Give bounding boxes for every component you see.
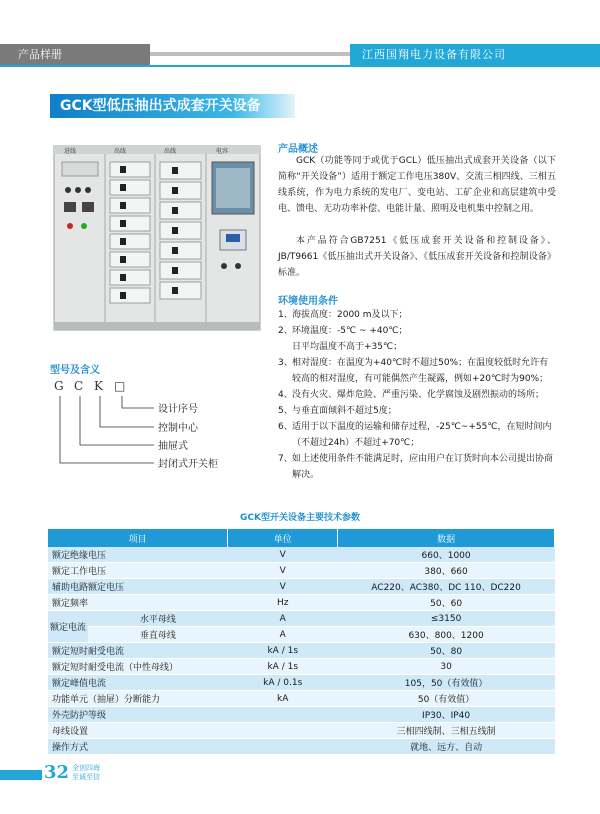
model-label-design-no: 设计序号 <box>158 404 198 415</box>
table-header-row <box>48 529 555 547</box>
product-title: GCK型低压抽出式成套开关设备 <box>50 94 295 118</box>
header-rule <box>0 65 600 67</box>
env-item: 7、 如上述使用条件不能满足时，应由用户在订货时向本公司提出协商解决。 <box>278 454 554 480</box>
cabinet-label-2: 出线 <box>114 148 127 155</box>
env-item: 3、 相对湿度：在温度为+40℃时不超过50%；在温度较低时允许有较高的相对湿度，有可能偶然产生凝露，例如+20℃时为90%； <box>278 358 549 384</box>
model-letter-c: C <box>74 379 84 393</box>
footer-slogan <box>72 764 102 782</box>
env-item: 6、 适用于以下温度的运输和储存过程，-25℃~+55℃，在短时间内（不超过24h）不超过+70℃； <box>278 422 552 448</box>
table-row: 额定工作电压 V 380、660 <box>48 563 555 579</box>
col-header-data: 数据 <box>338 529 555 547</box>
overview-heading: 产品概述 <box>278 144 318 155</box>
slogan-line-2: 至诚至信 <box>72 773 100 781</box>
table-row: 额定短时耐受电流 kA / 1s 50、80 <box>48 643 555 659</box>
overview-paragraph-1: GCK（功能等同于或优于GCL）低压抽出式成套开关设备（以下简称“开关设备”）适用于额定工作电压380V、交流三相四线、三相五线系统，作为电力系统的发电厂、变电站、工矿企业和高层建筑中受电、馈电、无功功率补偿、电能计量、照明及电机集中控制之用。 <box>278 156 556 214</box>
table-row: 垂直母线 A 630、800、1200 <box>48 627 555 643</box>
table-row: 额定电流 水平母线 A ≤3150 <box>48 611 555 627</box>
model-heading: 型号及含义 <box>50 365 100 376</box>
model-letter-box: □ <box>114 379 126 393</box>
env-item: 2、环境温度：-5℃ ~ +40℃； <box>278 326 408 336</box>
model-letter-k: K <box>94 379 103 393</box>
cabinet-label-1: 进线 <box>64 148 77 155</box>
cabinet-label-3: 出线 <box>164 148 177 155</box>
table-row: 额定峰值电流 kA / 0.1s 105，50（有效值） <box>48 675 555 691</box>
env-item: 4、 没有火灾、爆炸危险、严重污染、化学腐蚀及剧烈振动的场所； <box>278 390 545 400</box>
model-label-enclosed: 封闭式开关柜 <box>158 459 218 470</box>
spec-table <box>48 529 555 755</box>
col-header-unit: 单位 <box>228 529 338 547</box>
env-item: 日平均温度不高于+35℃； <box>292 342 403 352</box>
table-row: 额定短时耐受电流（中性母线） kA / 1s 30 <box>48 659 555 675</box>
table-row: 功能单元（抽屉）分断能力 kA 50（有效值） <box>48 691 555 707</box>
model-label-drawer: 抽屉式 <box>158 441 188 452</box>
env-item: 1、海拔高度：2000 m及以下； <box>278 310 408 320</box>
switchgear-cabinet-image <box>48 140 270 336</box>
slogan-line-1: 全创四海 <box>72 764 100 772</box>
overview-paragraph-2: 本产品符合GB7251《低压成套开关设备和控制设备》、JB/T9661《低压抽出式开关设备》、《低压成套开关设备和控制设备》标准。 <box>278 236 556 278</box>
header-divider <box>150 52 350 56</box>
page-number: 32 <box>44 762 70 783</box>
footer-accent-bar <box>0 770 42 780</box>
company-name: 江西国翔电力设备有限公司 <box>350 44 600 65</box>
table-row: 辅助电路额定电压 V AC220、AC380、DC 110、DC220 <box>48 579 555 595</box>
model-letter-g: G <box>54 379 64 393</box>
environment-list <box>278 307 556 483</box>
cabinet-label-4: 电容 <box>216 148 229 155</box>
model-label-control-center: 控制中心 <box>158 423 198 434</box>
table-row: 外壳防护等级 IP30、IP40 <box>48 707 555 723</box>
table-row: 母线设置 三相四线制、三相五线制 <box>48 723 555 739</box>
col-header-item: 项目 <box>48 529 228 547</box>
table-row: 操作方式 就地、远方、自动 <box>48 739 555 755</box>
environment-heading: 环境使用条件 <box>278 296 338 307</box>
env-item: 5、与垂直面倾斜不超过5度； <box>278 406 397 416</box>
catalog-label: 产品样册 <box>0 44 150 65</box>
table-row: 额定绝缘电压 V 660、1000 <box>48 547 555 563</box>
model-diagram <box>50 372 270 472</box>
table-title: GCK型开关设备主要技术参数 <box>240 513 360 523</box>
table-row: 额定频率 Hz 50、60 <box>48 595 555 611</box>
